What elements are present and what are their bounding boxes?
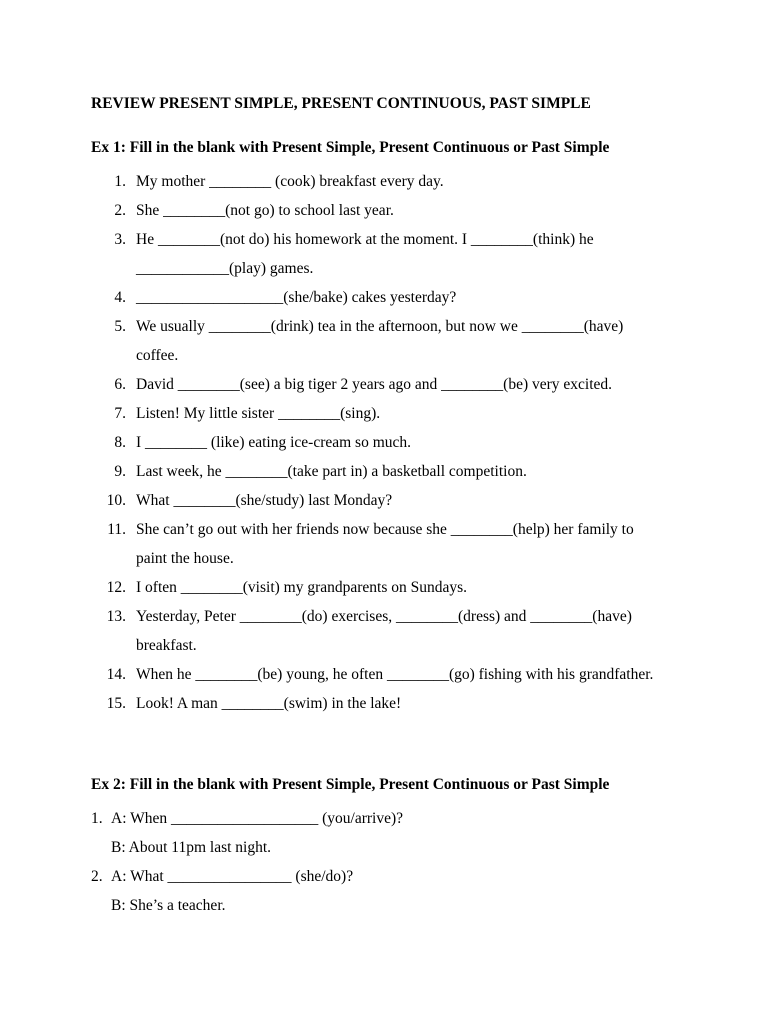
dialogue-answer: B: She’s a teacher.: [111, 897, 226, 914]
item-text: Yesterday, Peter ________(do) exercises, ________(dress) and ________(have) breakfast.: [136, 608, 632, 654]
list-item: [0, 370, 768, 399]
item-number: 7.: [114, 405, 126, 422]
exercise-2-list: [0, 804, 768, 920]
dialogue-item: [0, 862, 768, 920]
item-text: He ________(not do) his homework at the moment. I ________(think) he ____________(play) games.: [136, 231, 594, 277]
item-number: 4.: [114, 289, 126, 306]
list-item: [0, 486, 768, 515]
item-number: 12.: [106, 579, 126, 596]
item-text: My mother ________ (cook) breakfast every day.: [136, 173, 444, 190]
list-item: [0, 167, 768, 196]
item-number: 15.: [106, 695, 126, 712]
list-item: [0, 225, 768, 283]
item-text: I often ________(visit) my grandparents on Sundays.: [136, 579, 468, 596]
item-text: We usually ________(drink) tea in the afternoon, but now we ________(have) coffee.: [136, 318, 624, 364]
list-item: [0, 428, 768, 457]
dialogue-question: A: What ________________ (she/do)?: [111, 868, 354, 885]
list-item: [0, 660, 768, 689]
exercise-1-list: [0, 167, 768, 718]
item-number: 14.: [106, 666, 126, 683]
item-number: 1.: [91, 810, 103, 827]
dialogue-item: [0, 804, 768, 862]
list-item: [0, 689, 768, 718]
item-text: She ________(not go) to school last year.: [136, 202, 394, 219]
list-item: [0, 573, 768, 602]
list-item: [0, 283, 768, 312]
item-number: 2.: [91, 868, 103, 885]
item-text: When he ________(be) young, he often ________(go) fishing with his grandfather.: [136, 666, 654, 683]
list-item: [0, 457, 768, 486]
item-number: 13.: [106, 608, 126, 625]
dialogue-answer: B: About 11pm last night.: [111, 839, 272, 856]
item-text: She can’t go out with her friends now because she ________(help) her family to paint the house.: [136, 521, 634, 567]
item-number: 9.: [114, 463, 126, 480]
item-text: ___________________(she/bake) cakes yesterday?: [136, 289, 457, 306]
item-number: 11.: [107, 521, 126, 538]
item-text: I ________ (like) eating ice-cream so much.: [136, 434, 412, 451]
list-item: [0, 399, 768, 428]
exercise-2-heading: Ex 2: Fill in the blank with Present Simple, Present Continuous or Past Simple: [91, 776, 610, 793]
item-number: 10.: [106, 492, 126, 509]
item-text: Listen! My little sister ________(sing).: [136, 405, 381, 422]
list-item: [0, 515, 768, 573]
item-text: David ________(see) a big tiger 2 years ago and ________(be) very excited.: [136, 376, 613, 393]
exercise-1-heading: Ex 1: Fill in the blank with Present Simple, Present Continuous or Past Simple: [91, 139, 610, 156]
list-item: [0, 602, 768, 660]
item-number: 8.: [114, 434, 126, 451]
dialogue-question: A: When ___________________ (you/arrive)?: [111, 810, 404, 827]
item-text: Look! A man ________(swim) in the lake!: [136, 695, 402, 712]
item-number: 6.: [114, 376, 126, 393]
item-number: 5.: [114, 318, 126, 335]
item-number: 1.: [114, 173, 126, 190]
worksheet-title: REVIEW PRESENT SIMPLE, PRESENT CONTINUOUS, PAST SIMPLE: [91, 95, 591, 112]
item-text: What ________(she/study) last Monday?: [136, 492, 393, 509]
list-item: [0, 312, 768, 370]
list-item: [0, 196, 768, 225]
item-number: 2.: [114, 202, 126, 219]
item-text: Last week, he ________(take part in) a basketball competition.: [136, 463, 527, 480]
item-number: 3.: [114, 231, 126, 248]
